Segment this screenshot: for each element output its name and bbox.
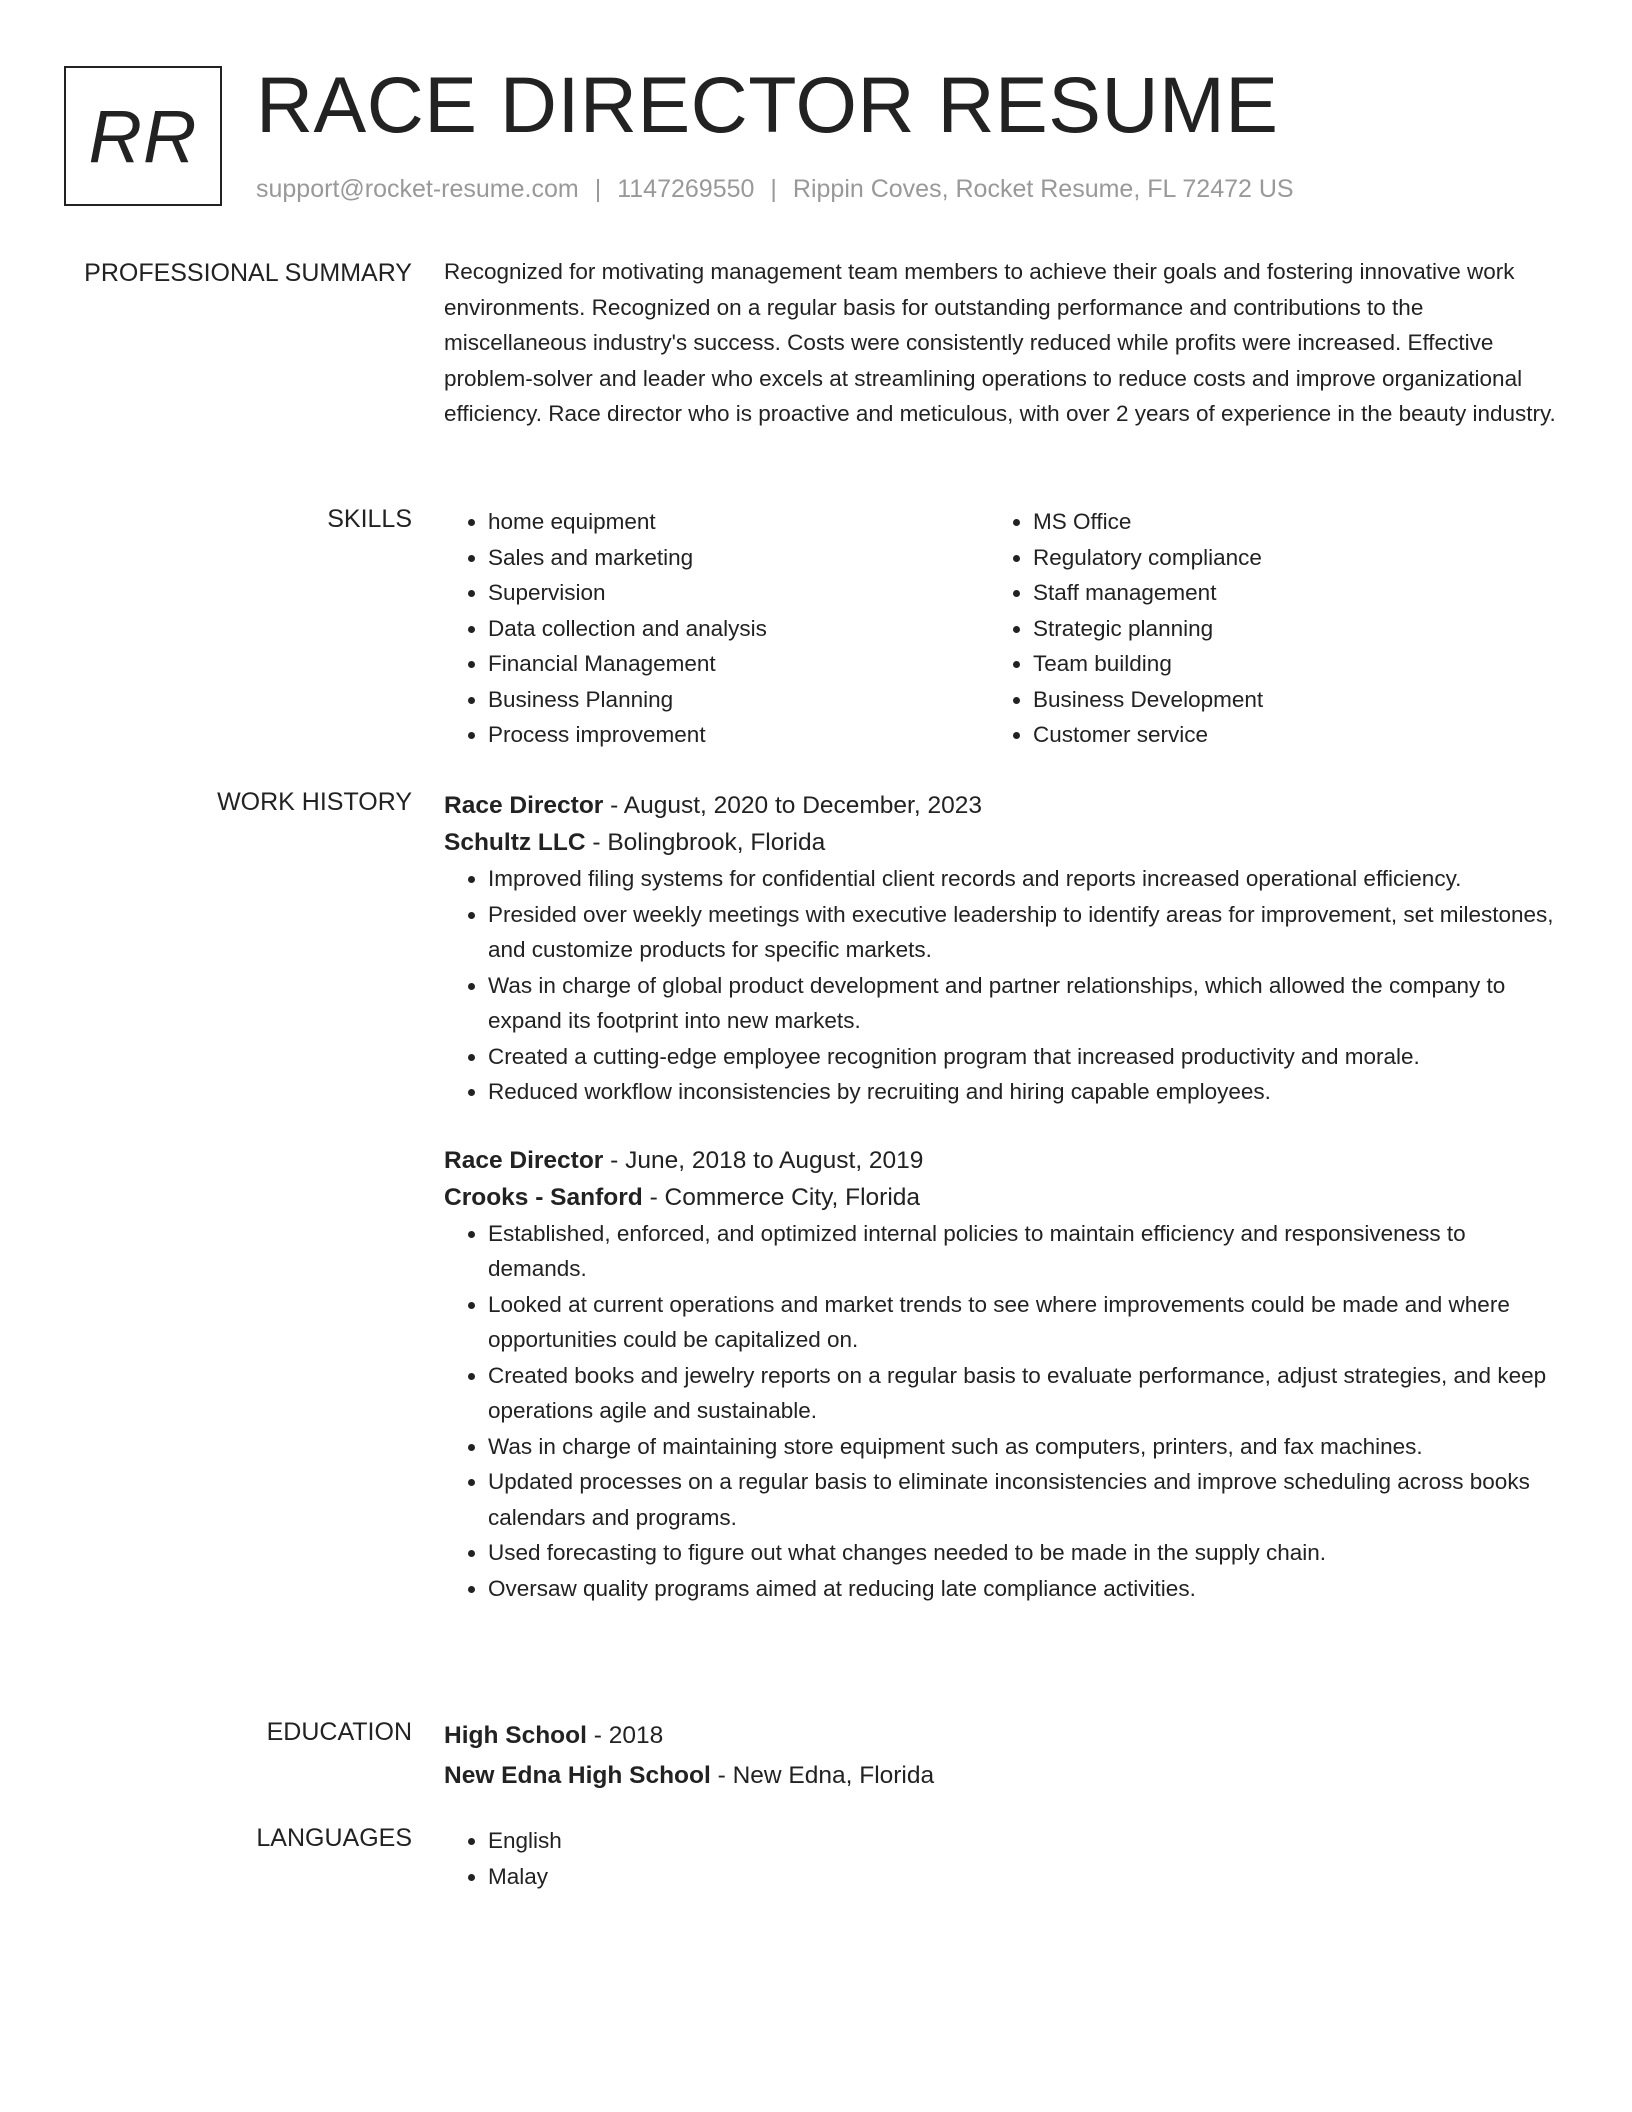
- skill-item: • home equipment: [488, 504, 989, 540]
- contact-phone: 1147269550: [617, 175, 755, 203]
- skills-list-right: [989, 504, 1534, 753]
- job-entry: [444, 1142, 1560, 1607]
- skill-item: • Staff management: [1033, 575, 1534, 611]
- section-label-education: EDUCATION: [266, 1718, 412, 1746]
- job-title-line: [444, 787, 1560, 824]
- education-location: - New Edna, Florida: [717, 1762, 935, 1789]
- section-label-skills: SKILLS: [327, 505, 412, 533]
- job-bullet: • Was in charge of maintaining store equipment such as computers, printers, and fax machines.: [488, 1429, 1560, 1465]
- languages-list: [444, 1823, 1560, 1894]
- section-label-work: WORK HISTORY: [217, 788, 412, 816]
- job-bullets: [444, 861, 1560, 1110]
- skill-item: • Business Planning: [488, 682, 989, 718]
- job-bullet: • Improved filing systems for confidential client records and reports increased operational efficiency.: [488, 861, 1560, 897]
- summary-text: Recognized for motivating management team members to achieve their goals and fostering innovative work environments. Recognized on a regular basis for outstanding performance and contributions to the miscellaneous industry's success. Costs were consistently reduced while profits were increased. Effective problem-solver and leader who excels at streamlining operations to reduce costs and improve organizational efficiency. Race director who is proactive and meticulous, with over 2 years of experience in the beauty industry.: [444, 259, 1556, 426]
- languages-body: [444, 1823, 1560, 1894]
- job-company: Schultz LLC: [444, 829, 586, 856]
- job-bullet: • Updated processes on a regular basis to eliminate inconsistencies and improve scheduling across books calendars and programs.: [488, 1464, 1560, 1535]
- contact-line: [256, 174, 1294, 204]
- skill-item: • Business Development: [1033, 682, 1534, 718]
- skills-body: [444, 504, 1560, 753]
- contact-separator: |: [594, 175, 602, 203]
- job-company: Crooks - Sanford: [444, 1183, 643, 1211]
- skill-item: • Process improvement: [488, 717, 989, 753]
- job-company-line: [444, 1179, 1560, 1216]
- job-bullet: • Looked at current operations and market trends to see where improvements could be made and where opportunities could be capitalized on.: [488, 1287, 1560, 1358]
- education-body: [444, 1717, 1560, 1794]
- skill-item: • MS Office: [1033, 504, 1534, 540]
- skill-item: • Customer service: [1033, 717, 1534, 753]
- skill-item: • Strategic planning: [1033, 611, 1534, 647]
- job-location: - Bolingbrook, Florida: [592, 829, 826, 856]
- job-title: Race Director: [444, 792, 604, 819]
- job-bullet: • Established, enforced, and optimized internal policies to maintain efficiency and responsiveness to demands.: [488, 1216, 1560, 1287]
- job-bullet: • Oversaw quality programs aimed at reducing late compliance activities.: [488, 1571, 1560, 1607]
- education-school: New Edna High School: [444, 1762, 711, 1789]
- education-degree-line: [444, 1717, 1560, 1754]
- language-item: • Malay: [488, 1859, 1560, 1895]
- job-company-line: [444, 824, 1560, 861]
- skill-item: • Sales and marketing: [488, 540, 989, 576]
- resume-title: RACE DIRECTOR RESUME: [256, 60, 1279, 149]
- skills-list-left: [444, 504, 989, 753]
- job-title-line: [444, 1142, 1560, 1179]
- skill-item: • Regulatory compliance: [1033, 540, 1534, 576]
- job-dates: - June, 2018 to August, 2019: [610, 1146, 924, 1174]
- job-bullet: • Used forecasting to figure out what changes needed to be made in the supply chain.: [488, 1535, 1560, 1571]
- education-school-line: [444, 1757, 1560, 1794]
- job-bullets: [444, 1216, 1560, 1607]
- job-dates: - August, 2020 to December, 2023: [610, 792, 982, 819]
- work-body: [444, 787, 1560, 1606]
- resume-header: [64, 60, 1568, 210]
- section-label-summary: PROFESSIONAL SUMMARY: [84, 259, 412, 287]
- education-degree: High School: [444, 1722, 587, 1749]
- contact-separator: |: [770, 175, 777, 203]
- education-year: - 2018: [593, 1722, 664, 1749]
- job-bullet: • Reduced workflow inconsistencies by recruiting and hiring capable employees.: [488, 1074, 1560, 1110]
- skill-item: • Data collection and analysis: [488, 611, 989, 647]
- section-label-languages: LANGUAGES: [256, 1824, 412, 1852]
- job-bullet: • Created a cutting-edge employee recognition program that increased productivity and morale.: [488, 1039, 1560, 1075]
- job-title: Race Director: [444, 1146, 604, 1174]
- skill-item: • Team building: [1033, 646, 1534, 682]
- skill-item: • Financial Management: [488, 646, 989, 682]
- language-item: • English: [488, 1823, 1560, 1859]
- skill-item: • Supervision: [488, 575, 989, 611]
- summary-body: [444, 258, 1560, 432]
- contact-email: support@rocket-resume.com: [256, 175, 579, 203]
- job-bullet: • Was in charge of global product development and partner relationships, which allowed the company to expand its footprint into new markets.: [488, 968, 1560, 1039]
- job-bullet: • Presided over weekly meetings with executive leadership to identify areas for improvement, set milestones, and customize products for specific markets.: [488, 897, 1560, 968]
- job-entry: [444, 787, 1560, 1110]
- job-bullet: • Created books and jewelry reports on a regular basis to evaluate performance, adjust strategies, and keep operations agile and sustainable.: [488, 1358, 1560, 1429]
- job-location: - Commerce City, Florida: [649, 1183, 921, 1211]
- contact-address: Rippin Coves, Rocket Resume, FL 72472 US: [792, 175, 1294, 203]
- monogram-badge: RR: [64, 66, 222, 206]
